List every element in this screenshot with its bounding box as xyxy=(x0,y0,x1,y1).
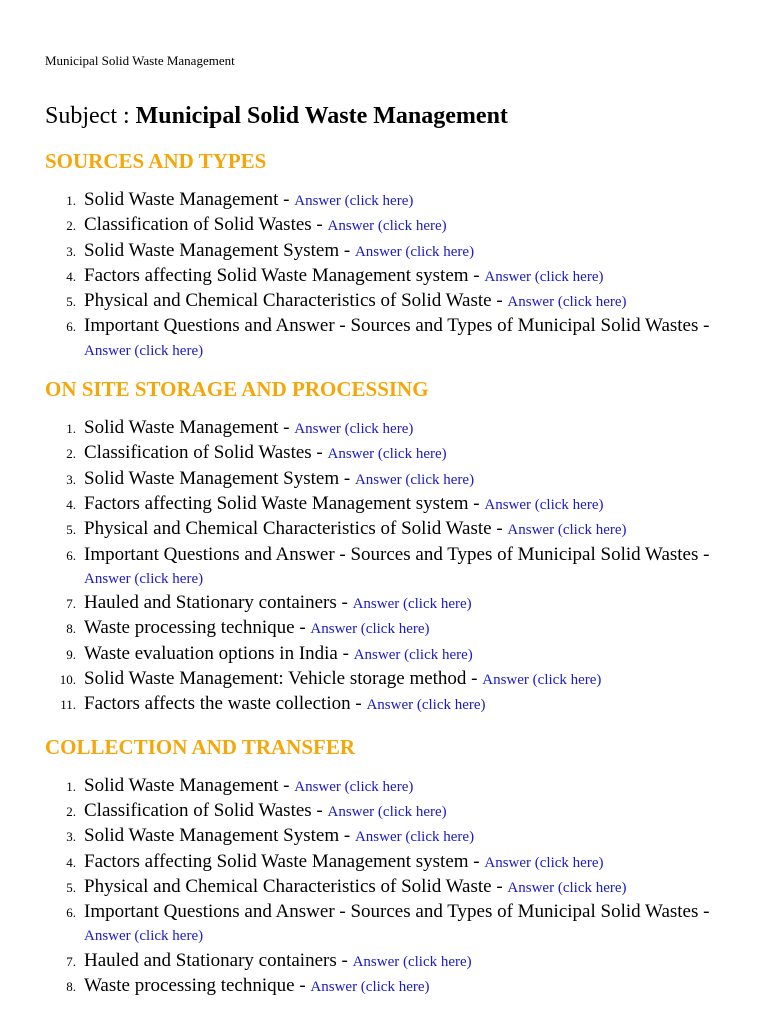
answer-link[interactable]: Answer (click here) xyxy=(294,421,414,438)
answer-link[interactable]: Answer (click here) xyxy=(507,294,627,311)
item-number: 4. xyxy=(66,268,76,284)
item-number: 1. xyxy=(66,193,76,208)
item-number: 1. xyxy=(66,421,76,437)
item-number: 8. xyxy=(66,979,76,995)
list-item xyxy=(45,467,745,492)
list-item xyxy=(45,264,745,289)
question-list-on-site-storage xyxy=(45,416,745,718)
item-number: 7. xyxy=(66,953,76,969)
section-heading-on-site-storage: ON SITE STORAGE AND PROCESSING xyxy=(45,377,429,402)
list-item xyxy=(45,850,745,875)
item-number: 6. xyxy=(66,905,76,921)
item-text: Solid Waste Management System - xyxy=(84,239,355,261)
list-item xyxy=(45,289,745,314)
item-number: 8. xyxy=(66,621,76,637)
item-number: 4. xyxy=(66,854,76,870)
list-item xyxy=(45,875,745,900)
item-number: 4. xyxy=(66,496,76,512)
list-item xyxy=(45,492,745,517)
answer-link[interactable]: Answer (click here) xyxy=(484,854,604,871)
item-text: Physical and Chemical Characteristics of Solid Waste - xyxy=(84,518,508,540)
list-item xyxy=(45,517,745,542)
answer-link[interactable]: Answer (click here) xyxy=(352,953,472,970)
item-number: 5. xyxy=(66,522,76,538)
list-item xyxy=(45,642,745,667)
question-list-collection-and-transfer xyxy=(45,774,745,1000)
list-item xyxy=(45,239,745,264)
item-text: Factors affecting Solid Waste Management system - xyxy=(84,492,485,514)
list-item xyxy=(45,974,745,999)
list-item xyxy=(45,900,745,949)
answer-link[interactable]: Answer (click here) xyxy=(84,570,204,587)
item-text: Hauled and Stationary containers - xyxy=(84,949,353,971)
list-item xyxy=(45,616,745,641)
list-item xyxy=(45,774,745,799)
list-item xyxy=(45,591,745,616)
item-number: 5. xyxy=(66,294,76,310)
answer-link[interactable]: Answer (click here) xyxy=(482,672,602,689)
item-number: 10. xyxy=(59,672,76,688)
item-text: Factors affecting Solid Waste Management system - xyxy=(84,264,485,286)
item-text: Solid Waste Management: Vehicle storage method - xyxy=(84,668,483,690)
item-text: Physical and Chemical Characteristics of Solid Waste - xyxy=(84,290,508,312)
answer-link[interactable]: Answer (click here) xyxy=(484,268,604,285)
item-number: 7. xyxy=(66,596,76,612)
item-text: Waste evaluation options in India - xyxy=(84,642,354,664)
item-number: 1. xyxy=(66,778,76,794)
answer-link[interactable]: Answer (click here) xyxy=(310,979,430,996)
item-number: 11. xyxy=(60,697,76,713)
list-item xyxy=(45,543,745,592)
answer-link[interactable]: Answer (click here) xyxy=(352,596,472,613)
list-item xyxy=(45,416,745,441)
item-number: 6. xyxy=(66,547,76,563)
item-text: Solid Waste Management - xyxy=(84,774,295,796)
answer-link[interactable]: Answer (click here) xyxy=(84,342,204,359)
item-text: Important Questions and Answer - Sources and Types of Municipal Solid Wastes - xyxy=(84,543,710,565)
answer-link[interactable]: Answer (click here) xyxy=(294,193,414,209)
item-text: Factors affecting Solid Waste Management system - xyxy=(84,850,485,872)
item-number: 2. xyxy=(66,218,76,234)
list-item xyxy=(45,799,745,824)
list-item xyxy=(45,213,745,238)
list-item xyxy=(45,314,745,363)
subject-line xyxy=(45,100,745,132)
item-text: Physical and Chemical Characteristics of Solid Waste - xyxy=(84,875,508,897)
item-text: Waste processing technique - xyxy=(84,975,311,997)
list-item xyxy=(45,824,745,849)
item-number: 6. xyxy=(66,319,76,335)
answer-link[interactable]: Answer (click here) xyxy=(84,928,204,945)
answer-link[interactable]: Answer (click here) xyxy=(327,218,447,235)
item-number: 9. xyxy=(66,646,76,662)
list-item xyxy=(45,188,745,213)
item-number: 3. xyxy=(66,243,76,259)
item-number: 5. xyxy=(66,879,76,895)
list-item xyxy=(45,441,745,466)
item-text: Solid Waste Management System - xyxy=(84,467,355,489)
item-text: Classification of Solid Wastes - xyxy=(84,442,328,464)
subject-name: Municipal Solid Waste Management xyxy=(135,103,508,129)
item-text: Factors affects the waste collection - xyxy=(84,693,367,715)
item-number: 2. xyxy=(66,803,76,819)
item-text: Waste processing technique - xyxy=(84,617,311,639)
answer-link[interactable]: Answer (click here) xyxy=(354,829,475,846)
item-text: Solid Waste Management System - xyxy=(84,825,355,847)
document-header-title: Municipal Solid Waste Management xyxy=(45,53,235,68)
list-item xyxy=(45,692,745,717)
answer-link[interactable]: Answer (click here) xyxy=(366,697,486,714)
item-text: Classification of Solid Wastes - xyxy=(84,799,328,821)
question-list-sources-and-types xyxy=(45,188,745,363)
answer-link[interactable]: Answer (click here) xyxy=(310,621,430,638)
answer-link[interactable]: Answer (click here) xyxy=(353,646,473,663)
item-text: Solid Waste Management - xyxy=(84,189,295,210)
list-item xyxy=(45,949,745,974)
item-number: 2. xyxy=(66,446,76,462)
answer-link[interactable]: Answer (click here) xyxy=(354,243,475,260)
answer-link[interactable]: Answer (click here) xyxy=(354,471,475,488)
section-heading-collection-and-transfer: COLLECTION AND TRANSFER xyxy=(45,734,356,759)
answer-link[interactable]: Answer (click here) xyxy=(484,496,604,513)
item-text: Classification of Solid Wastes - xyxy=(84,214,328,236)
answer-link[interactable]: Answer (click here) xyxy=(327,803,447,820)
section-heading-sources-and-types: SOURCES AND TYPES xyxy=(45,149,267,173)
item-text: Solid Waste Management - xyxy=(84,417,295,439)
document-page xyxy=(45,52,745,999)
item-text: Important Questions and Answer - Sources and Types of Municipal Solid Wastes - xyxy=(84,901,710,923)
list-item xyxy=(45,667,745,692)
answer-link[interactable]: Answer (click here) xyxy=(507,522,627,539)
answer-link[interactable]: Answer (click here) xyxy=(507,879,627,896)
answer-link[interactable]: Answer (click here) xyxy=(327,446,447,463)
item-number: 3. xyxy=(66,471,76,487)
item-text: Hauled and Stationary containers - xyxy=(84,592,353,614)
answer-link[interactable]: Answer (click here) xyxy=(294,778,414,795)
item-text: Important Questions and Answer - Sources and Types of Municipal Solid Wastes - xyxy=(84,315,710,337)
item-number: 3. xyxy=(66,829,76,845)
subject-prefix: Subject : xyxy=(45,103,136,129)
